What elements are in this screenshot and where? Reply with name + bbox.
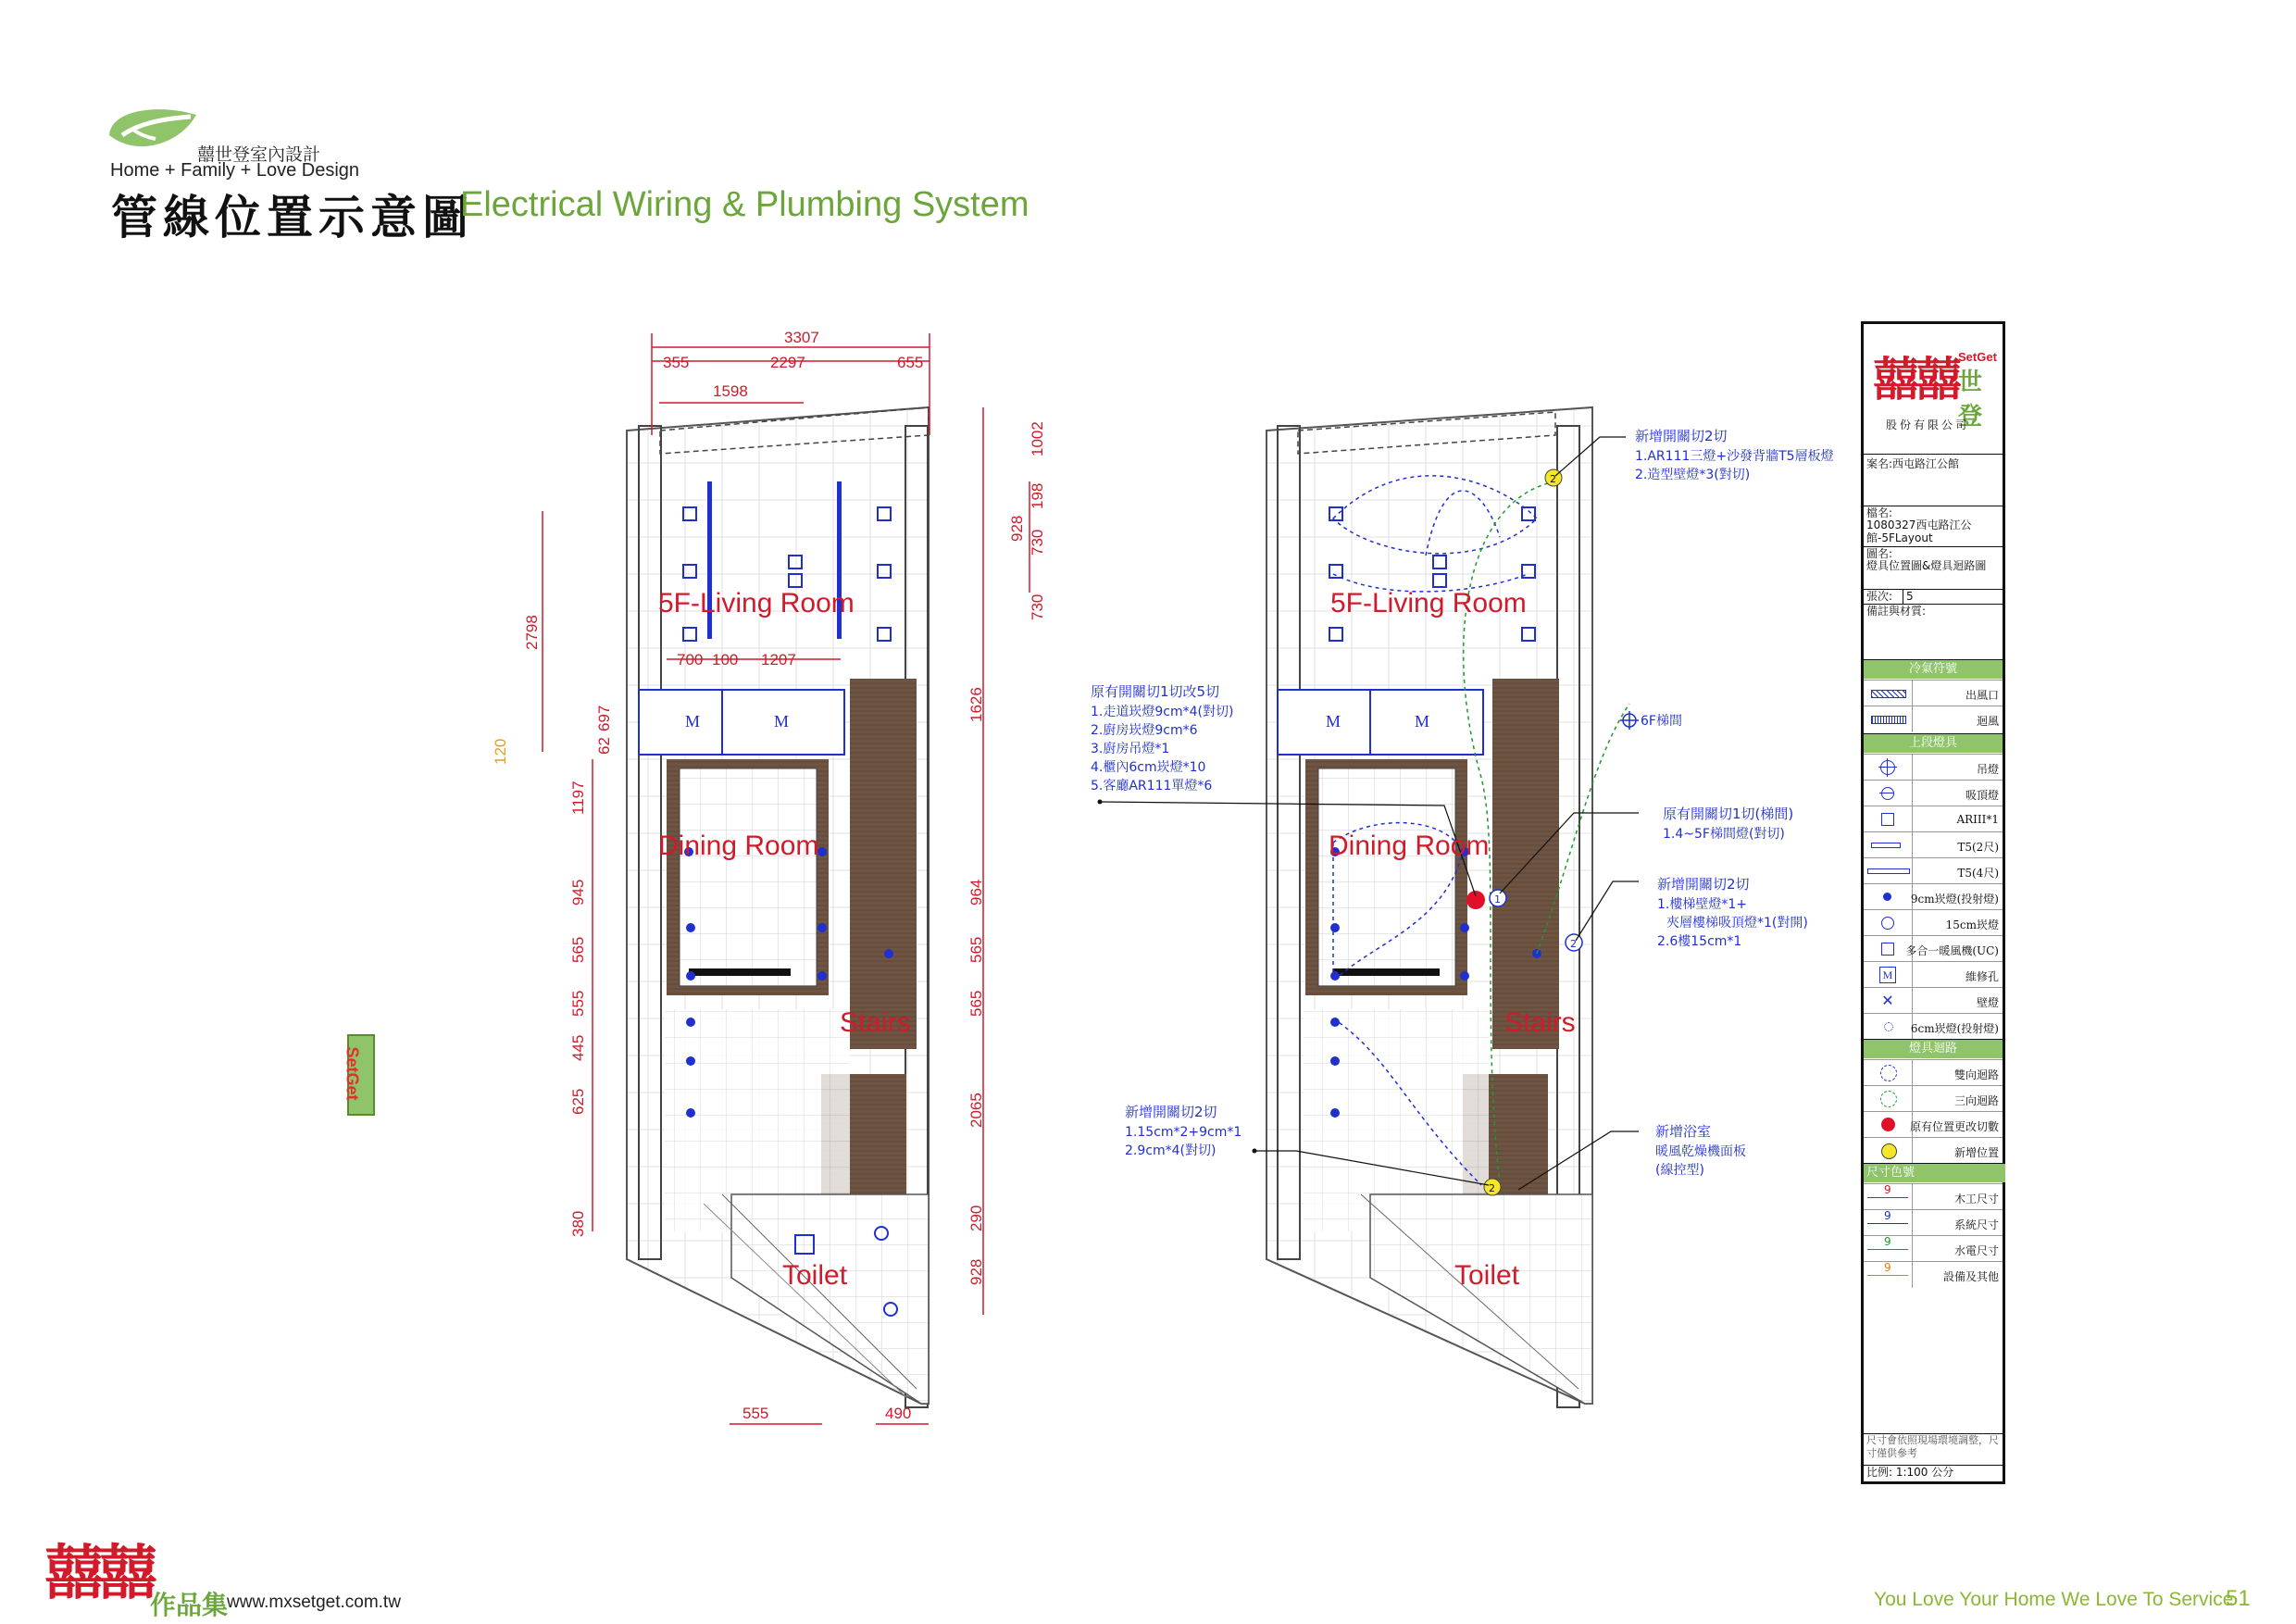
title-block-panel bbox=[1861, 321, 2005, 1484]
dim-right-928b: 928 bbox=[967, 1258, 985, 1285]
dim-right-730a: 730 bbox=[1029, 529, 1046, 556]
three-way-circuit-icon bbox=[1880, 1091, 1897, 1107]
sheet-row bbox=[1864, 589, 2003, 604]
note-new-switch-mid-title: 新增開關切2切 bbox=[1657, 876, 1750, 893]
legend-9cm: 9cm崁燈(投射燈) bbox=[1864, 883, 2003, 910]
note-new-switch-mid-1: 1.樓梯壁燈*1+ bbox=[1657, 897, 1747, 912]
footnote: 尺寸會依照現場環境調整，尺寸僅供參考 bbox=[1864, 1433, 2003, 1461]
note-new-bath-2: (線控型) bbox=[1655, 1163, 1704, 1178]
sheet-value: 5 bbox=[1903, 590, 1914, 605]
note-new-switch-mid-2: 夾層樓梯吸頂燈*1(對開) bbox=[1666, 916, 1808, 931]
room-label-stairs-left: Stairs bbox=[840, 1007, 911, 1038]
sheet-label: 張次: bbox=[1866, 590, 1893, 603]
legend-existing-change: 原有位置更改切數 bbox=[1864, 1111, 2003, 1138]
legend-t5-4ft: T5(4尺) bbox=[1864, 857, 2003, 884]
dim-color-sample-equip: 9 bbox=[1884, 1261, 1891, 1274]
dim-top-1598: 1598 bbox=[713, 382, 748, 400]
scale: 比例: 1:100 公分 bbox=[1864, 1465, 2003, 1481]
dim-bottom-490: 490 bbox=[885, 1405, 912, 1422]
dim-right-198: 198 bbox=[1029, 482, 1046, 509]
dim-right-565b: 565 bbox=[967, 990, 985, 1017]
company-logo: 囍囍 bbox=[1873, 352, 1958, 406]
section-circuit: 燈具迴路 bbox=[1864, 1039, 2003, 1058]
brand-name-en: Home + Family + Love Design bbox=[110, 160, 360, 181]
dim-right-928a: 928 bbox=[1008, 515, 1026, 542]
room-label-living-right: 5F-Living Room bbox=[1330, 588, 1527, 618]
marker-new-2-low: 2 bbox=[1489, 1182, 1495, 1194]
t5-4ft-icon bbox=[1867, 868, 1910, 874]
dim-left-1197: 1197 bbox=[569, 781, 587, 815]
section-ac: 冷氣符號 bbox=[1864, 659, 2003, 679]
downlight-6cm-icon bbox=[1884, 1022, 1893, 1031]
dim-right-290: 290 bbox=[967, 1205, 985, 1231]
marker-circuit-2: 2 bbox=[1570, 938, 1577, 950]
heater-icon bbox=[1881, 943, 1894, 956]
file-label: 檔名: bbox=[1864, 506, 2003, 518]
legend-new-position: 新增位置 bbox=[1864, 1137, 2003, 1164]
note-new-bath-title: 新增浴室 bbox=[1655, 1123, 1712, 1140]
legend-pendant: 吊燈 bbox=[1864, 754, 2003, 781]
dim-right-1002: 1002 bbox=[1029, 421, 1046, 456]
dim-right-565a: 565 bbox=[967, 936, 985, 963]
legend-ac-return: 迴風 bbox=[1864, 706, 2003, 732]
dim-bottom-555: 555 bbox=[742, 1405, 769, 1422]
plan-right bbox=[1091, 407, 1834, 1407]
dim-left-380: 380 bbox=[569, 1210, 587, 1237]
room-label-dining-right: Dining Room bbox=[1329, 831, 1490, 861]
page-title: 管線位置示意圖 bbox=[111, 190, 474, 244]
cabinet-m-3: M bbox=[1326, 712, 1341, 731]
note-existing-switch-5: 5.客廳AR111單燈*6 bbox=[1091, 779, 1213, 793]
room-label-toilet-right: Toilet bbox=[1454, 1260, 1520, 1291]
page-subtitle: Electrical Wiring & Plumbing System bbox=[460, 185, 1029, 224]
company-subtitle: 股份有限公司 bbox=[1886, 418, 1970, 431]
footer-logo: 囍囍 bbox=[44, 1539, 152, 1608]
legend-three-way: 三向迴路 bbox=[1864, 1085, 2003, 1112]
ar111-icon bbox=[1881, 813, 1894, 826]
page-number: 51 bbox=[2226, 1586, 2251, 1611]
legend-ac-supply: 出風口 bbox=[1864, 680, 2003, 706]
note-existing-switch-title: 原有開關切1切改5切 bbox=[1091, 683, 1220, 700]
dim-inner-1207: 1207 bbox=[761, 651, 796, 668]
drawing-label: 圖名: bbox=[1864, 546, 2003, 559]
two-way-circuit-icon bbox=[1880, 1065, 1897, 1081]
dim-top-355: 355 bbox=[663, 354, 690, 371]
cabinet-m-1: M bbox=[685, 712, 701, 731]
footer-slogan: You Love Your Home We Love To Service bbox=[1874, 1589, 2234, 1610]
dim-left-120: 120 bbox=[492, 738, 509, 765]
section-upper-lights: 上段燈具 bbox=[1864, 733, 2003, 753]
note-existing-stair-1: 1.4~5F梯間燈(對切) bbox=[1663, 827, 1785, 842]
legend-dim-mep: 9 水電尺寸 bbox=[1864, 1235, 2003, 1262]
legend-t5-2ft: T5(2尺) bbox=[1864, 831, 2003, 858]
cabinet-m-4: M bbox=[1415, 712, 1430, 731]
legend-6cm: 6cm崁燈(投射燈) bbox=[1864, 1013, 2003, 1040]
dim-color-sample-mep: 9 bbox=[1884, 1235, 1891, 1248]
pendant-icon bbox=[1880, 760, 1895, 775]
dim-right-964: 964 bbox=[967, 879, 985, 906]
dim-left-565: 565 bbox=[569, 936, 587, 963]
dim-left-555: 555 bbox=[569, 990, 587, 1017]
dim-left-62: 62 bbox=[595, 737, 613, 755]
t5-2ft-icon bbox=[1871, 843, 1901, 848]
legend-ar111: ARIII*1 bbox=[1864, 806, 2003, 832]
note-new-switch-low-1: 1.15cm*2+9cm*1 bbox=[1125, 1125, 1242, 1140]
dim-inner-100: 100 bbox=[712, 651, 739, 668]
note-stair-6f: 6F梯間 bbox=[1641, 714, 1682, 729]
note-new-switch-mid-3: 2.6樓15cm*1 bbox=[1657, 934, 1742, 949]
brand-name-cn: 囍世登室內設計 bbox=[197, 144, 321, 165]
note-existing-stair-title: 原有開關切1切(梯間) bbox=[1663, 806, 1794, 822]
drawing-value: 燈具位置圖&燈具迴路圖 bbox=[1866, 559, 1987, 572]
legend-ceiling: 吸頂燈 bbox=[1864, 780, 2003, 806]
existing-change-icon bbox=[1881, 1118, 1895, 1131]
dim-right-2065: 2065 bbox=[967, 1093, 985, 1128]
room-label-toilet-left: Toilet bbox=[782, 1260, 848, 1291]
note-new-switch-low-title: 新增開關切2切 bbox=[1125, 1104, 1217, 1120]
downlight-15cm-icon bbox=[1881, 917, 1894, 930]
company-logo-en: SetGet bbox=[1958, 350, 1997, 364]
room-label-dining-left: Dining Room bbox=[658, 831, 819, 861]
dim-left-625: 625 bbox=[569, 1088, 587, 1115]
case-name: 案名:西屯路江公館 bbox=[1864, 454, 2003, 483]
dim-color-sample-system: 9 bbox=[1884, 1209, 1891, 1222]
legend-15cm: 15cm崁燈 bbox=[1864, 909, 2003, 936]
downlight-9cm-icon bbox=[1883, 893, 1891, 901]
dim-left-445: 445 bbox=[569, 1034, 587, 1061]
note-existing-switch-1: 1.走道崁燈9cm*4(對切) bbox=[1091, 705, 1234, 719]
legend-dim-system: 9 系統尺寸 bbox=[1864, 1209, 2003, 1236]
note-new-bath-1: 暖風乾燥機面板 bbox=[1655, 1144, 1746, 1159]
company-logo-cn: 世登 bbox=[1958, 369, 1983, 431]
legend-dim-equip: 9 設備及其他 bbox=[1864, 1261, 2003, 1288]
new-position-icon bbox=[1881, 1143, 1897, 1159]
dim-top-3307: 3307 bbox=[784, 329, 819, 346]
access-hatch-icon: M bbox=[1879, 967, 1896, 983]
note-new-switch-top-2: 2.造型壁燈*3(對切) bbox=[1635, 468, 1751, 482]
note-new-switch-top-1: 1.AR111三燈+沙發背牆T5層板燈 bbox=[1635, 449, 1834, 464]
footer-url[interactable]: www.mxsetget.com.tw bbox=[227, 1593, 401, 1612]
room-label-living-left: 5F-Living Room bbox=[658, 588, 855, 618]
footer-portfolio: 作品集 bbox=[150, 1590, 229, 1620]
file-value: 1080327西屯路江公館-5FLayout bbox=[1866, 518, 1972, 544]
legend-wall-lamp: ✕ 壁燈 bbox=[1864, 987, 2003, 1014]
dim-top-2297: 2297 bbox=[770, 354, 805, 371]
room-label-stairs-right: Stairs bbox=[1504, 1007, 1576, 1038]
remarks-label: 備註與材質: bbox=[1864, 604, 2003, 618]
legend-access: M 維修孔 bbox=[1864, 961, 2003, 988]
ceiling-light-icon bbox=[1881, 787, 1894, 800]
note-new-switch-top-title: 新增開關切2切 bbox=[1635, 428, 1728, 444]
section-dim-colors: 尺寸色號 bbox=[1864, 1163, 2005, 1182]
note-existing-switch-3: 3.廚房吊燈*1 bbox=[1091, 742, 1170, 756]
dim-right-1626: 1626 bbox=[967, 687, 985, 722]
note-new-switch-low-2: 2.9cm*4(對切) bbox=[1125, 1143, 1217, 1158]
plan-left bbox=[492, 329, 1046, 1424]
legend-heater: 多合一暖風機(UC) bbox=[1864, 935, 2003, 962]
dim-left-697: 697 bbox=[595, 705, 613, 731]
dim-right-730b: 730 bbox=[1029, 593, 1046, 620]
cabinet-m-2: M bbox=[774, 712, 790, 731]
note-existing-switch-2: 2.廚房崁燈9cm*6 bbox=[1091, 723, 1198, 738]
note-existing-switch-4: 4.櫃內6cm崁燈*10 bbox=[1091, 760, 1206, 775]
dim-top-655: 655 bbox=[897, 354, 924, 371]
side-setget-logo: SetGet bbox=[347, 1034, 375, 1116]
dim-left-945: 945 bbox=[569, 879, 587, 906]
legend-two-way: 雙向迴路 bbox=[1864, 1059, 2003, 1086]
marker-new-2-top: 2 bbox=[1550, 473, 1556, 485]
dim-inner-700: 700 bbox=[677, 651, 704, 668]
legend-dim-wood: 9 木工尺寸 bbox=[1864, 1183, 2003, 1210]
marker-existing-1: 1 bbox=[1494, 893, 1501, 906]
dim-left-2798: 2798 bbox=[523, 615, 541, 650]
dim-color-sample-wood: 9 bbox=[1884, 1183, 1891, 1196]
wall-lamp-icon: ✕ bbox=[1881, 992, 1894, 1009]
